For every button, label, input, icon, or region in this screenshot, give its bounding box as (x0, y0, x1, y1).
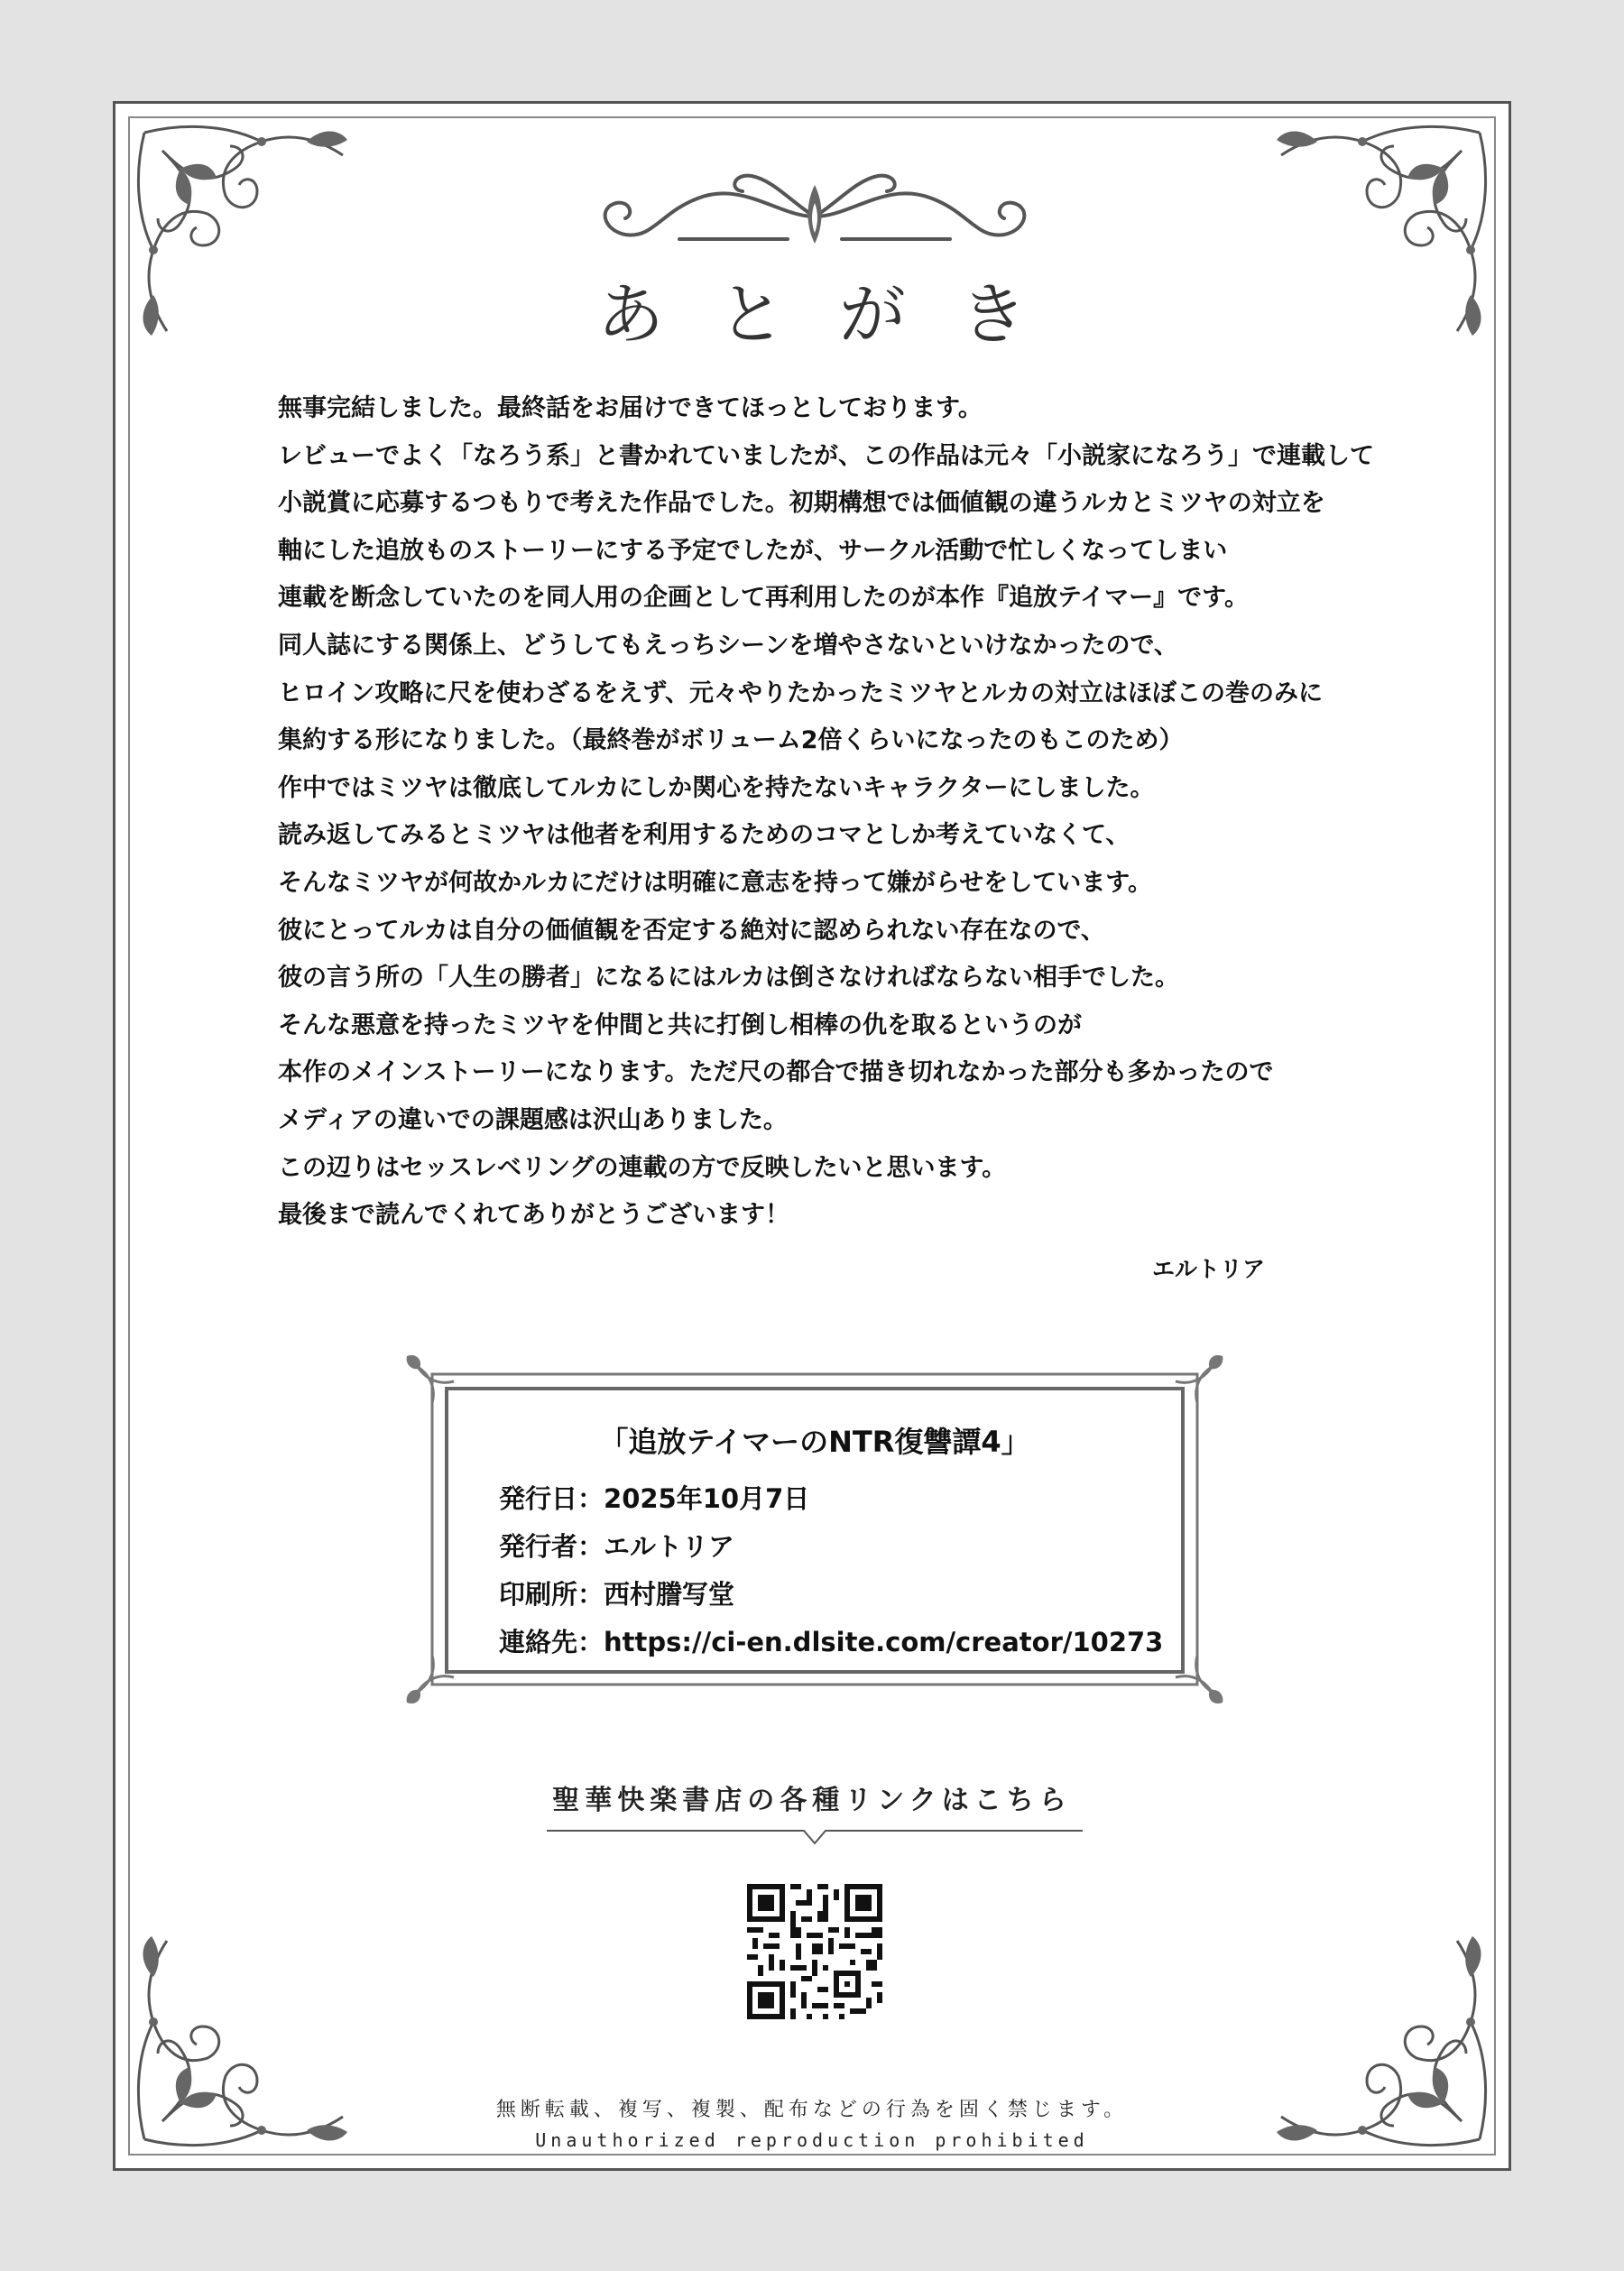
speech-pointer-line (547, 1829, 1083, 1849)
copyright-notice-jp: 無断転載、複写、複製、配布などの行為を固く禁じます。 (495, 2099, 1129, 2121)
afterword-body (278, 385, 1374, 1240)
body-line: そんなミツヤが何故かルカにだけは明確に意志を持って嫌がらせをしています。 (278, 868, 1153, 897)
body-line: 彼にとってルカは自分の価値観を否定する絶対に認められない存在なので、 (278, 916, 1105, 945)
body-line: レビューでよく「なろう系」と書かれていましたが、この作品は元々「小説家になろう」で連載して (278, 441, 1374, 470)
publisher-value: エルトリア (604, 1531, 735, 1562)
body-line: そんな悪意を持ったミツヤを仲間と共に打倒し相棒の仇を取るというのが (278, 1011, 1082, 1039)
publish-date-row (499, 1475, 1163, 1523)
publish-date-label: 発行日： (499, 1483, 604, 1514)
contact-url[interactable]: https://ci-en.dlsite.com/creator/10273 (604, 1627, 1164, 1657)
printer-value: 西村謄写堂 (604, 1579, 735, 1610)
title-flourish (571, 153, 1058, 253)
body-line: 彼の言う所の「人生の勝者」になるにはルカは倒さなければならない相手でした。 (278, 964, 1179, 992)
publish-date-value: 2025年10月7日 (604, 1483, 810, 1514)
body-line: 無事完結しました。最終話をお届けできてほっとしております。 (278, 394, 983, 422)
qr-code[interactable] (747, 1884, 882, 2019)
author-signature: エルトリア (1151, 1256, 1265, 1282)
body-line: 最後まで読んでくれてありがとうございます！ (278, 1201, 789, 1230)
body-line: 作中ではミツヤは徹底してルカにしか関心を持たないキャラクターにしました。 (278, 773, 1155, 802)
body-line: この辺りはセッスレベリングの連載の方で反映したいと思います。 (278, 1153, 1007, 1182)
colophon-details (499, 1475, 1163, 1666)
colophon (400, 1349, 1230, 1710)
publisher-row (499, 1523, 1163, 1571)
publisher-label: 発行者： (499, 1531, 604, 1562)
body-line: 同人誌にする関係上、どうしてもえっちシーンを増やさないといけなかったので、 (278, 631, 1178, 660)
book-title: 「追放テイマーのNTR復讐譚4」 (599, 1425, 1030, 1459)
contact-label: 連絡先： (499, 1627, 604, 1657)
body-line: 本作のメインストーリーになります。ただ尺の都合で描き切れなかった部分も多かったので (278, 1058, 1274, 1087)
contact-row (499, 1619, 1163, 1666)
copyright-notice-en: Unauthorized reproduction prohibited (535, 2129, 1089, 2151)
store-links-heading: 聖華快楽書店の各種リンクはこちら (552, 1785, 1072, 1816)
afterword-page (113, 101, 1511, 2171)
body-line: メディアの違いでの課題感は沢山ありました。 (278, 1105, 788, 1134)
body-line: ヒロイン攻略に尺を使わざるをえず、元々やりたかったミツヤとルカの対立はほぼこの巻のみに (278, 679, 1324, 707)
body-line: 読み返してみるとミツヤは他者を利用するためのコマとしか考えていなくて、 (278, 821, 1130, 850)
body-line: 軸にした追放ものストーリーにする予定でしたが、サークル活動で忙しくなってしまい (278, 536, 1228, 565)
printer-label: 印刷所： (499, 1579, 604, 1610)
printer-row (499, 1571, 1163, 1619)
body-line: 小説賞に応募するつもりで考えた作品でした。初期構想では価値観の違うルカとミツヤの対立を (278, 489, 1325, 518)
body-line: 連載を断念していたのを同人用の企画として再利用したのが本作『追放テイマー』です。 (278, 584, 1249, 613)
page-title: あとがき (597, 276, 1081, 354)
body-line: 集約する形になりました。（最終巻がボリューム2倍くらいになったのもこのため） (278, 726, 1184, 755)
